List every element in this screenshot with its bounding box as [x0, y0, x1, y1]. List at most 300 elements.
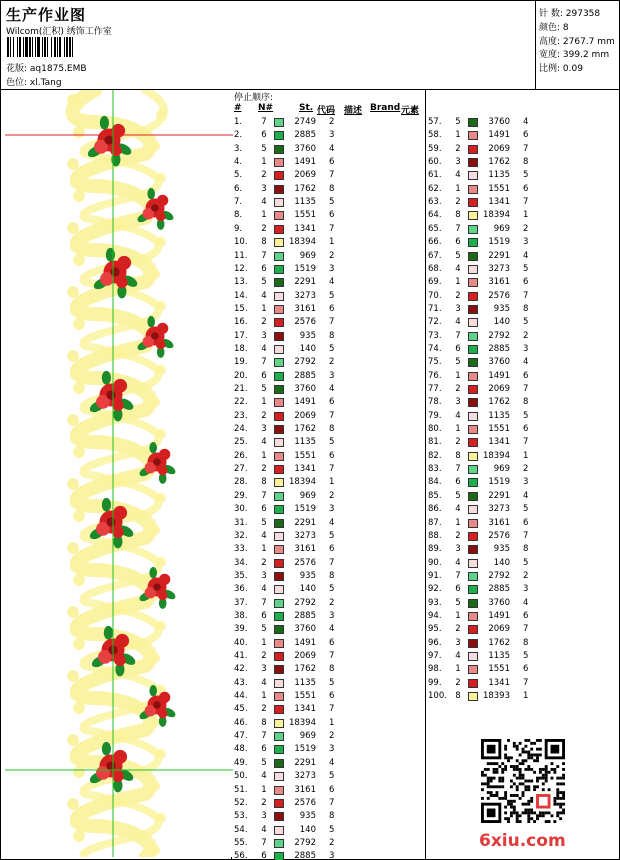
row-index: 19. — [234, 357, 248, 368]
row-needle: 3 — [455, 544, 461, 555]
rose — [158, 709, 168, 719]
stat-stitches — [539, 6, 600, 19]
row-stitches: 3161 — [294, 303, 316, 314]
row-stitches: 2576 — [488, 290, 510, 301]
row-stitches: 2792 — [294, 837, 316, 848]
row-code: 7 — [523, 290, 529, 301]
row-index: 13. — [234, 277, 248, 288]
color-swatch — [468, 372, 478, 381]
row-code: 3 — [523, 343, 529, 354]
row-code: 2 — [523, 464, 529, 475]
row-stitches: 2576 — [488, 530, 510, 541]
row-stitches: 3161 — [294, 544, 316, 555]
row-code: 5 — [329, 771, 335, 782]
row-index: 92. — [428, 584, 442, 595]
vine-leaf — [150, 141, 160, 151]
row-stitches: 2291 — [488, 250, 510, 261]
row-needle: 7 — [455, 330, 461, 341]
row-index: 63. — [428, 197, 442, 208]
stat-colors — [539, 20, 569, 33]
color-swatch — [468, 318, 478, 327]
row-stitches: 1551 — [294, 210, 316, 221]
color-swatch — [274, 131, 284, 140]
table-row — [234, 663, 354, 676]
color-swatch — [274, 385, 284, 394]
row-index: 66. — [428, 237, 442, 248]
row-stitches: 1762 — [294, 183, 316, 194]
table-row — [234, 169, 354, 182]
row-stitches: 2885 — [294, 610, 316, 621]
row-needle: 3 — [261, 183, 267, 194]
row-needle: 1 — [261, 544, 267, 555]
stat-value: 0.09 — [562, 64, 583, 74]
row-code: 4 — [329, 517, 335, 528]
row-needle: 3 — [261, 664, 267, 675]
site-logo: 6xiu.com — [479, 831, 566, 851]
row-code: 5 — [523, 557, 529, 568]
vine-leaf — [67, 542, 79, 554]
row-index: 23. — [234, 410, 248, 421]
row-index: 39. — [234, 624, 248, 635]
row-needle: 8 — [261, 477, 267, 488]
row-needle: 6 — [455, 477, 461, 488]
row-index: 8. — [234, 210, 243, 221]
rose — [117, 256, 131, 270]
row-stitches: 3760 — [294, 384, 316, 394]
row-code: 7 — [329, 223, 335, 234]
row-index: 52. — [234, 797, 248, 808]
row-code: 6 — [523, 370, 529, 381]
rose — [110, 145, 122, 157]
row-needle: 4 — [261, 677, 267, 688]
row-stitches: 969 — [493, 223, 510, 234]
table-row — [234, 784, 354, 797]
row-needle: 2 — [455, 624, 461, 635]
row-code: 5 — [523, 170, 529, 181]
color-swatch — [274, 625, 284, 634]
row-stitches: 18394 — [288, 477, 316, 488]
row-code: 6 — [523, 664, 529, 675]
table-row — [428, 410, 548, 423]
stat-scale — [539, 61, 583, 74]
vine-leaf — [73, 318, 85, 330]
row-index: 18. — [234, 343, 248, 354]
row-code: 2 — [329, 731, 335, 742]
row-needle: 5 — [455, 597, 461, 608]
row-code: 3 — [523, 477, 529, 488]
color-swatch — [274, 238, 284, 247]
row-needle: 5 — [261, 517, 267, 528]
color-swatch — [274, 478, 284, 487]
row-needle: 1 — [455, 370, 461, 381]
color-swatch — [468, 345, 478, 354]
table-row — [428, 423, 548, 436]
vine-leaf — [156, 237, 166, 247]
color-swatch — [274, 519, 284, 528]
table-row — [428, 543, 548, 556]
rose — [115, 634, 129, 648]
leaf — [149, 567, 157, 578]
row-code: 7 — [329, 170, 335, 181]
color-swatch — [274, 171, 284, 180]
row-needle: 6 — [455, 237, 461, 248]
row-index: 85. — [428, 490, 442, 501]
leaf — [147, 316, 155, 327]
rose — [157, 195, 168, 206]
row-stitches: 2069 — [294, 170, 316, 181]
color-swatch — [274, 652, 284, 661]
row-code: 2 — [523, 330, 529, 341]
row-stitches: 1762 — [294, 424, 316, 435]
vine-leaf — [67, 734, 79, 746]
row-code: 8 — [329, 570, 335, 581]
row-index: 26. — [234, 450, 248, 461]
table-row — [234, 570, 354, 583]
row-code: 3 — [329, 263, 335, 274]
row-stitches: 1341 — [294, 704, 316, 715]
row-needle: 3 — [455, 637, 461, 648]
row-index: 48. — [234, 744, 248, 755]
color-swatch — [274, 412, 284, 421]
row-index: 74. — [428, 343, 442, 354]
row-stitches: 1762 — [294, 664, 316, 675]
vine-leaf — [73, 510, 85, 522]
row-code: 3 — [329, 370, 335, 381]
row-needle: 1 — [261, 210, 267, 221]
table-row — [234, 410, 354, 423]
row-index: 99. — [428, 677, 442, 688]
rose — [112, 771, 124, 783]
row-code: 6 — [329, 637, 335, 648]
row-code: 8 — [523, 397, 529, 408]
row-needle: 5 — [455, 357, 461, 368]
table-row — [428, 517, 548, 530]
embroidery-design-preview — [5, 90, 233, 857]
vine-leaf — [67, 158, 79, 170]
color-swatch — [274, 372, 284, 381]
stat-value: 2767.7 mm — [562, 37, 615, 47]
table-row — [234, 316, 354, 329]
table-row — [234, 290, 354, 303]
color-swatch — [468, 559, 478, 568]
row-needle: 1 — [261, 691, 267, 702]
row-needle: 2 — [261, 317, 267, 328]
row-needle: 4 — [455, 504, 461, 515]
table-row — [234, 743, 354, 756]
row-code: 1 — [329, 237, 335, 248]
row-index: 45. — [234, 704, 248, 715]
row-stitches: 1341 — [488, 677, 510, 688]
table-row — [428, 330, 548, 343]
table-row — [234, 450, 354, 463]
row-index: 88. — [428, 530, 442, 541]
row-needle: 2 — [261, 557, 267, 568]
stat-label: 颜色: — [539, 23, 561, 33]
row-stitches: 2792 — [488, 330, 510, 341]
row-code: 3 — [329, 130, 335, 141]
color-swatch — [274, 812, 284, 821]
row-code: 7 — [523, 384, 529, 394]
row-index: 49. — [234, 757, 248, 768]
row-stitches: 2069 — [488, 384, 510, 394]
row-code: 1 — [523, 210, 529, 221]
color-swatch — [274, 559, 284, 568]
row-index: 28. — [234, 477, 248, 488]
row-stitches: 1551 — [294, 450, 316, 461]
row-needle: 4 — [455, 263, 461, 274]
color-swatch — [468, 358, 478, 367]
table-row — [234, 530, 354, 543]
rose — [159, 692, 170, 703]
row-stitches: 935 — [299, 330, 316, 341]
row-stitches: 3760 — [294, 143, 316, 154]
company-name: Wilcom(汇积) 绣饰工作室 — [6, 27, 112, 37]
color-swatch — [468, 545, 478, 554]
row-needle: 4 — [455, 317, 461, 328]
row-code: 7 — [329, 410, 335, 421]
color-swatch — [468, 599, 478, 608]
row-stitches: 3760 — [488, 597, 510, 608]
row-index: 67. — [428, 250, 442, 261]
row-needle: 7 — [455, 570, 461, 581]
rose — [156, 340, 166, 350]
row-code: 6 — [329, 397, 335, 408]
color-swatch — [468, 478, 478, 487]
row-index: 44. — [234, 691, 248, 702]
rose-center — [153, 458, 161, 466]
color-swatch — [274, 799, 284, 808]
table-row — [428, 463, 548, 476]
vine-leaf — [73, 766, 85, 778]
row-stitches: 1135 — [488, 651, 510, 661]
table-row — [234, 824, 354, 837]
row-needle: 2 — [261, 170, 267, 181]
row-code: 3 — [329, 610, 335, 621]
row-needle: 8 — [261, 237, 267, 248]
row-needle: 3 — [261, 330, 267, 341]
row-stitches: 1341 — [488, 197, 510, 208]
row-index: 100. — [428, 691, 447, 702]
row-stitches: 140 — [299, 343, 316, 354]
row-code: 5 — [329, 197, 335, 208]
row-code: 7 — [523, 677, 529, 688]
row-needle: 7 — [261, 731, 267, 742]
row-code: 7 — [523, 143, 529, 154]
row-code: 3 — [329, 851, 335, 860]
row-code: 5 — [329, 343, 335, 354]
row-code: 6 — [329, 544, 335, 555]
row-needle: 7 — [455, 223, 461, 234]
row-index: 27. — [234, 464, 248, 475]
row-stitches: 3273 — [294, 771, 316, 782]
table-row — [428, 223, 548, 236]
vine-leaf — [73, 638, 85, 650]
row-code: 8 — [329, 664, 335, 675]
row-index: 56. — [234, 851, 248, 860]
row-needle: 6 — [261, 504, 267, 515]
row-stitches: 18394 — [482, 210, 510, 221]
row-stitches: 3273 — [294, 530, 316, 541]
color-swatch — [274, 185, 284, 194]
color-swatch — [274, 705, 284, 714]
rose-center — [153, 701, 161, 709]
color-swatch — [468, 211, 478, 220]
col-header-needle: N# — [258, 103, 274, 113]
row-code: 4 — [523, 490, 529, 501]
row-stitches: 140 — [493, 557, 510, 568]
color-swatch — [274, 292, 284, 301]
table-row — [234, 490, 354, 503]
vine-leaf — [150, 525, 160, 535]
row-code: 5 — [523, 504, 529, 515]
row-code: 1 — [523, 691, 529, 702]
row-code: 6 — [329, 210, 335, 221]
table-row — [234, 797, 354, 810]
barcode-icon — [7, 37, 115, 57]
row-index: 20. — [234, 370, 248, 381]
row-code: 1 — [329, 477, 335, 488]
color-swatch — [468, 252, 478, 261]
color-swatch — [468, 145, 478, 154]
color-swatch — [274, 679, 284, 688]
row-code: 5 — [329, 677, 335, 688]
row-stitches: 1519 — [488, 477, 510, 488]
row-needle: 4 — [455, 557, 461, 568]
color-swatch — [468, 465, 478, 474]
table-row — [428, 570, 548, 583]
rose — [158, 466, 168, 476]
vine-leaf — [67, 222, 79, 234]
row-needle: 4 — [261, 343, 267, 354]
color-swatch — [274, 345, 284, 354]
row-needle: 3 — [455, 157, 461, 168]
row-index: 33. — [234, 544, 248, 555]
rose-center — [151, 332, 159, 340]
vine-leaf — [156, 173, 166, 183]
row-stitches: 1135 — [294, 677, 316, 688]
table-row — [234, 223, 354, 236]
row-stitches: 2885 — [294, 130, 316, 141]
row-index: 31. — [234, 517, 248, 528]
row-needle: 6 — [261, 263, 267, 274]
rose — [158, 591, 168, 601]
vine-leaf — [67, 350, 79, 362]
leaf — [102, 371, 111, 385]
color-swatch — [274, 599, 284, 608]
vine-leaf — [67, 478, 79, 490]
color-swatch — [468, 198, 478, 207]
row-index: 65. — [428, 223, 442, 234]
rose — [157, 323, 168, 334]
row-index: 37. — [234, 597, 248, 608]
row-code: 7 — [329, 797, 335, 808]
color-swatch — [468, 625, 478, 634]
row-stitches: 1519 — [294, 504, 316, 515]
table-row — [428, 436, 548, 449]
row-needle: 4 — [455, 170, 461, 181]
row-code: 5 — [329, 824, 335, 835]
row-code: 2 — [523, 570, 529, 581]
row-needle: 1 — [455, 424, 461, 435]
vine-leaf — [150, 845, 160, 855]
row-needle: 4 — [261, 824, 267, 835]
row-index: 98. — [428, 664, 442, 675]
row-index: 46. — [234, 717, 248, 728]
row-code: 3 — [329, 744, 335, 755]
rose — [113, 750, 127, 764]
color-swatch — [468, 225, 478, 234]
table-row — [234, 583, 354, 596]
table-row — [234, 396, 354, 409]
table-row — [428, 450, 548, 463]
vine-leaf — [156, 109, 166, 119]
table-row — [234, 209, 354, 222]
vine-leaf — [156, 813, 166, 823]
row-stitches: 3161 — [294, 784, 316, 795]
row-code: 6 — [523, 183, 529, 194]
table-row — [234, 503, 354, 516]
table-row — [428, 143, 548, 156]
row-stitches: 2792 — [294, 597, 316, 608]
row-code: 1 — [329, 717, 335, 728]
row-stitches: 3273 — [294, 290, 316, 301]
table-row — [428, 196, 548, 209]
row-stitches: 1135 — [294, 197, 316, 208]
color-swatch — [274, 198, 284, 207]
row-code: 2 — [329, 357, 335, 368]
row-needle: 3 — [455, 397, 461, 408]
row-needle: 5 — [261, 384, 267, 394]
row-index: 40. — [234, 637, 248, 648]
color-swatch — [274, 278, 284, 287]
row-index: 79. — [428, 410, 442, 421]
color-swatch — [274, 452, 284, 461]
color-position-line — [6, 75, 62, 88]
table-row — [234, 129, 354, 142]
row-needle: 2 — [455, 290, 461, 301]
row-stitches: 2885 — [488, 584, 510, 595]
row-code: 7 — [523, 624, 529, 635]
color-swatch — [468, 425, 478, 434]
table-row — [428, 236, 548, 249]
row-index: 54. — [234, 824, 248, 835]
row-stitches: 3760 — [294, 624, 316, 635]
table-row — [428, 343, 548, 356]
row-stitches: 2885 — [294, 851, 316, 860]
row-stitches: 2069 — [294, 410, 316, 421]
row-needle: 6 — [455, 584, 461, 595]
row-index: 41. — [234, 651, 248, 661]
row-needle: 1 — [455, 183, 461, 194]
stat-height — [539, 34, 615, 47]
row-stitches: 18394 — [288, 717, 316, 728]
row-stitches: 2885 — [488, 343, 510, 354]
row-needle: 4 — [261, 290, 267, 301]
row-index: 21. — [234, 384, 248, 394]
color-swatch — [274, 612, 284, 621]
row-index: 6. — [234, 183, 243, 194]
row-index: 73. — [428, 330, 442, 341]
design-file-line — [6, 61, 87, 74]
color-swatch — [274, 692, 284, 701]
row-needle: 2 — [261, 651, 267, 661]
row-stitches: 3161 — [488, 517, 510, 528]
table-row — [428, 557, 548, 570]
row-index: 77. — [428, 384, 442, 394]
row-index: 4. — [234, 157, 243, 168]
vine-leaf — [73, 126, 85, 138]
row-needle: 8 — [455, 210, 461, 221]
